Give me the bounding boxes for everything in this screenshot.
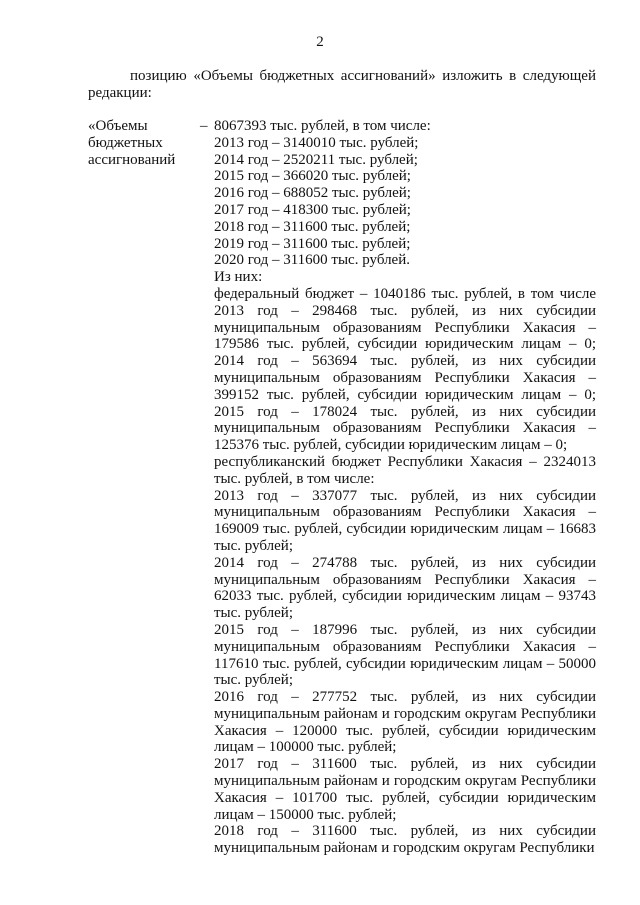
year-2016-paragraph: 2016 год – 277752 тыс. рублей, из них субсидии муниципальным районам и городским округам Республики Хакасия – 120000 тыс. рублей, субсидии юридическим лицам – 100000 тыс. рублей; [214,689,596,756]
budget-year-line: 2015 год – 366020 тыс. рублей; [214,168,411,185]
budget-content [214,118,596,857]
term-label [88,118,193,169]
term-line: ассигнований [88,152,176,168]
budget-year-line: 2020 год – 311600 тыс. рублей. [214,252,410,269]
budget-year-line: 2018 год – 311600 тыс. рублей; [214,218,411,235]
intro-paragraph: позицию «Объемы бюджетных ассигнований» изложить в следующей редакции: [88,68,596,101]
year-2014-paragraph: 2014 год – 274788 тыс. рублей, из них субсидии муниципальным образованиям Республики Хакасия – 62033 тыс. рублей, субсидии юридическим лицам – 93743 тыс. рублей; [214,554,596,622]
year-2018-paragraph: 2018 год – 311600 тыс. рублей, из них субсидии муниципальным районам и городским округам Республики [214,823,596,857]
budget-year-line: 2017 год – 418300 тыс. рублей; [214,201,411,218]
budget-year-line: 2016 год – 688052 тыс. рублей; [214,185,411,202]
budget-total-line: 8067393 тыс. рублей, в том числе: [214,118,431,134]
page-number: 2 [316,34,324,50]
year-2017-paragraph: 2017 год – 311600 тыс. рублей, из них субсидии муниципальным районам и городским округам Республики Хакасия – 101700 тыс. рублей, субсидии юридическим лицам – 150000 тыс. рублей; [214,756,596,823]
budget-year-line: 2013 год – 3140010 тыс. рублей; [214,134,419,151]
budget-year-line: 2014 год – 2520211 тыс. рублей; [214,151,418,168]
year-2015-paragraph: 2015 год – 187996 тыс. рублей, из них субсидии муниципальным образованиям Республики Хакасия – 117610 тыс. рублей, субсидии юридическим лицам – 50000 тыс. рублей; [214,621,596,689]
federal-budget-paragraph: федеральный бюджет – 1040186 тыс. рублей, в том числе 2013 год – 298468 тыс. рублей, из них субсидии муниципальным образованиям Республики Хакасия – 179586 тыс. рублей, субсидии юридическим лицам – 0; 2014 год – 563694 тыс. рублей, из них субсидии муниципальным образованиям Республики Хакасия – 399152 тыс. рублей, субсидии юридическим лицам – 0; 2015 год – 178024 тыс. рублей, из них субсидии муниципальным образованиям Республики Хакасия – 125376 тыс. рублей, субсидии юридическим лицам – 0; [214,285,596,454]
year-2013-paragraph: 2013 год – 337077 тыс. рублей, из них субсидии муниципальным образованиям Республики Хакасия – 169009 тыс. рублей, субсидии юридическим лицам – 16683 тыс. рублей; [214,487,596,554]
republic-budget-paragraph: республиканский бюджет Республики Хакасия – 2324013 тыс. рублей, в том числе: [214,453,596,487]
term-line: бюджетных [88,135,163,151]
of-them-line: Из них: [214,269,263,286]
term-line: «Объемы [88,118,148,134]
budget-year-line: 2019 год – 311600 тыс. рублей; [214,235,411,252]
term-dash: – [200,118,208,134]
